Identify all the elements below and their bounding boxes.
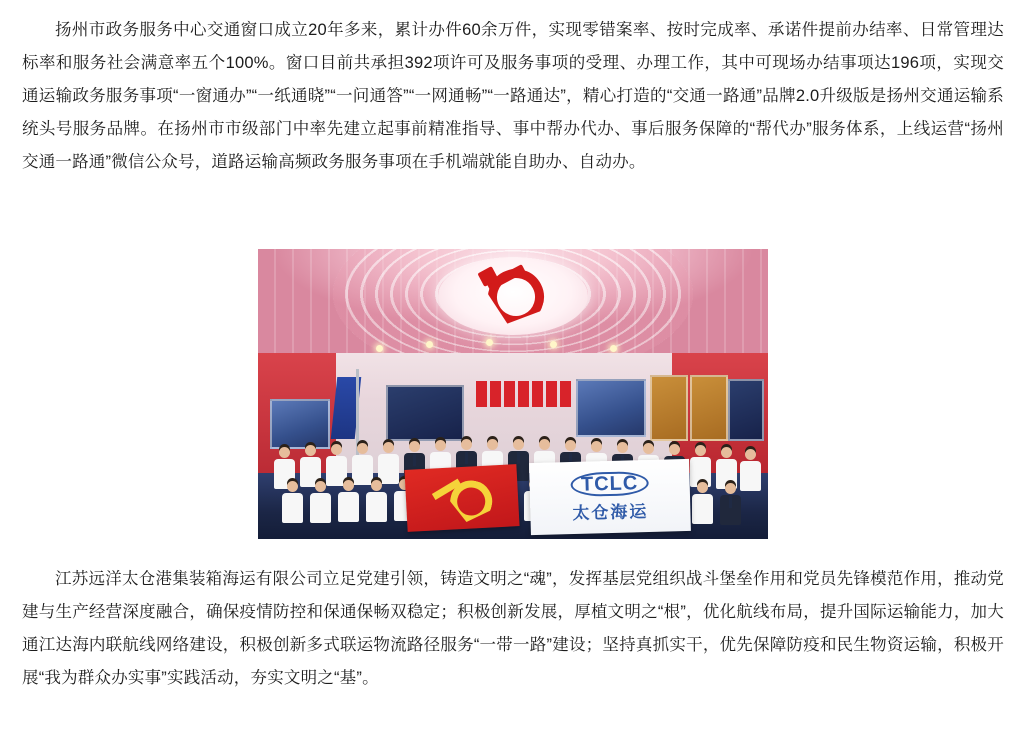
photo-figure (22, 249, 1004, 539)
party-flag (404, 464, 519, 532)
spotlight-icon (376, 345, 383, 352)
photo-group-picture (258, 249, 768, 539)
paragraph-two: 江苏远洋太仓港集装箱海运有限公司立足党建引领，铸造文明之“魂”，发挥基层党组织战斗堡垒作用和党员先锋模范作用，推动党建与生产经营深度融合，确保疫情防控和保通保畅双稳定；积极创新发展，厚植文明之“根”，优化航线布局，提升国际运输能力，加大通江达海内联航线网络建设，积极创新多式联运物流路径服务“一带一路”建设；坚持真抓实干，优先保障防疫和民生物资运输，积极开展“我为群众办实事”实践活动，夯实文明之“基”。 (22, 570, 1004, 687)
banner-company-name: 太仓海运 (572, 501, 649, 523)
paragraph-spacer (22, 179, 1004, 249)
spotlight-icon (610, 345, 617, 352)
paragraph-one: 扬州市政务服务中心交通窗口成立20年多来，累计办件60余万件，实现零错案率、按时完成率、承诺件提前办结率、日常管理达标率和服务社会满意率五个100%。窗口目前共承担392项许可及服务事项的受理、办理工作，其中可现场办结事项达196项，实现交通运输政务服务事项“一窗通办”“一纸通晓”“一问通答”“一网通畅”“一路通达”，精心打造的“交通一路通”品牌2.0升级版是扬州交通运输系统头号服务品牌。在扬州市市级部门中率先建立起事前精准指导、事中帮办代办、事后服务保障的“帮代办”服务体系，上线运营“扬州交通一路通”微信公众号，道路运输高频政务服务事项在手机端就能自助办、自动办。 (22, 21, 1004, 171)
spotlight-icon (486, 339, 493, 346)
company-banner (529, 459, 691, 535)
spotlight-icon (550, 341, 557, 348)
party-emblem-icon (478, 267, 548, 319)
spotlight-icon (426, 341, 433, 348)
banner-logo-text: TCLC (571, 470, 649, 496)
